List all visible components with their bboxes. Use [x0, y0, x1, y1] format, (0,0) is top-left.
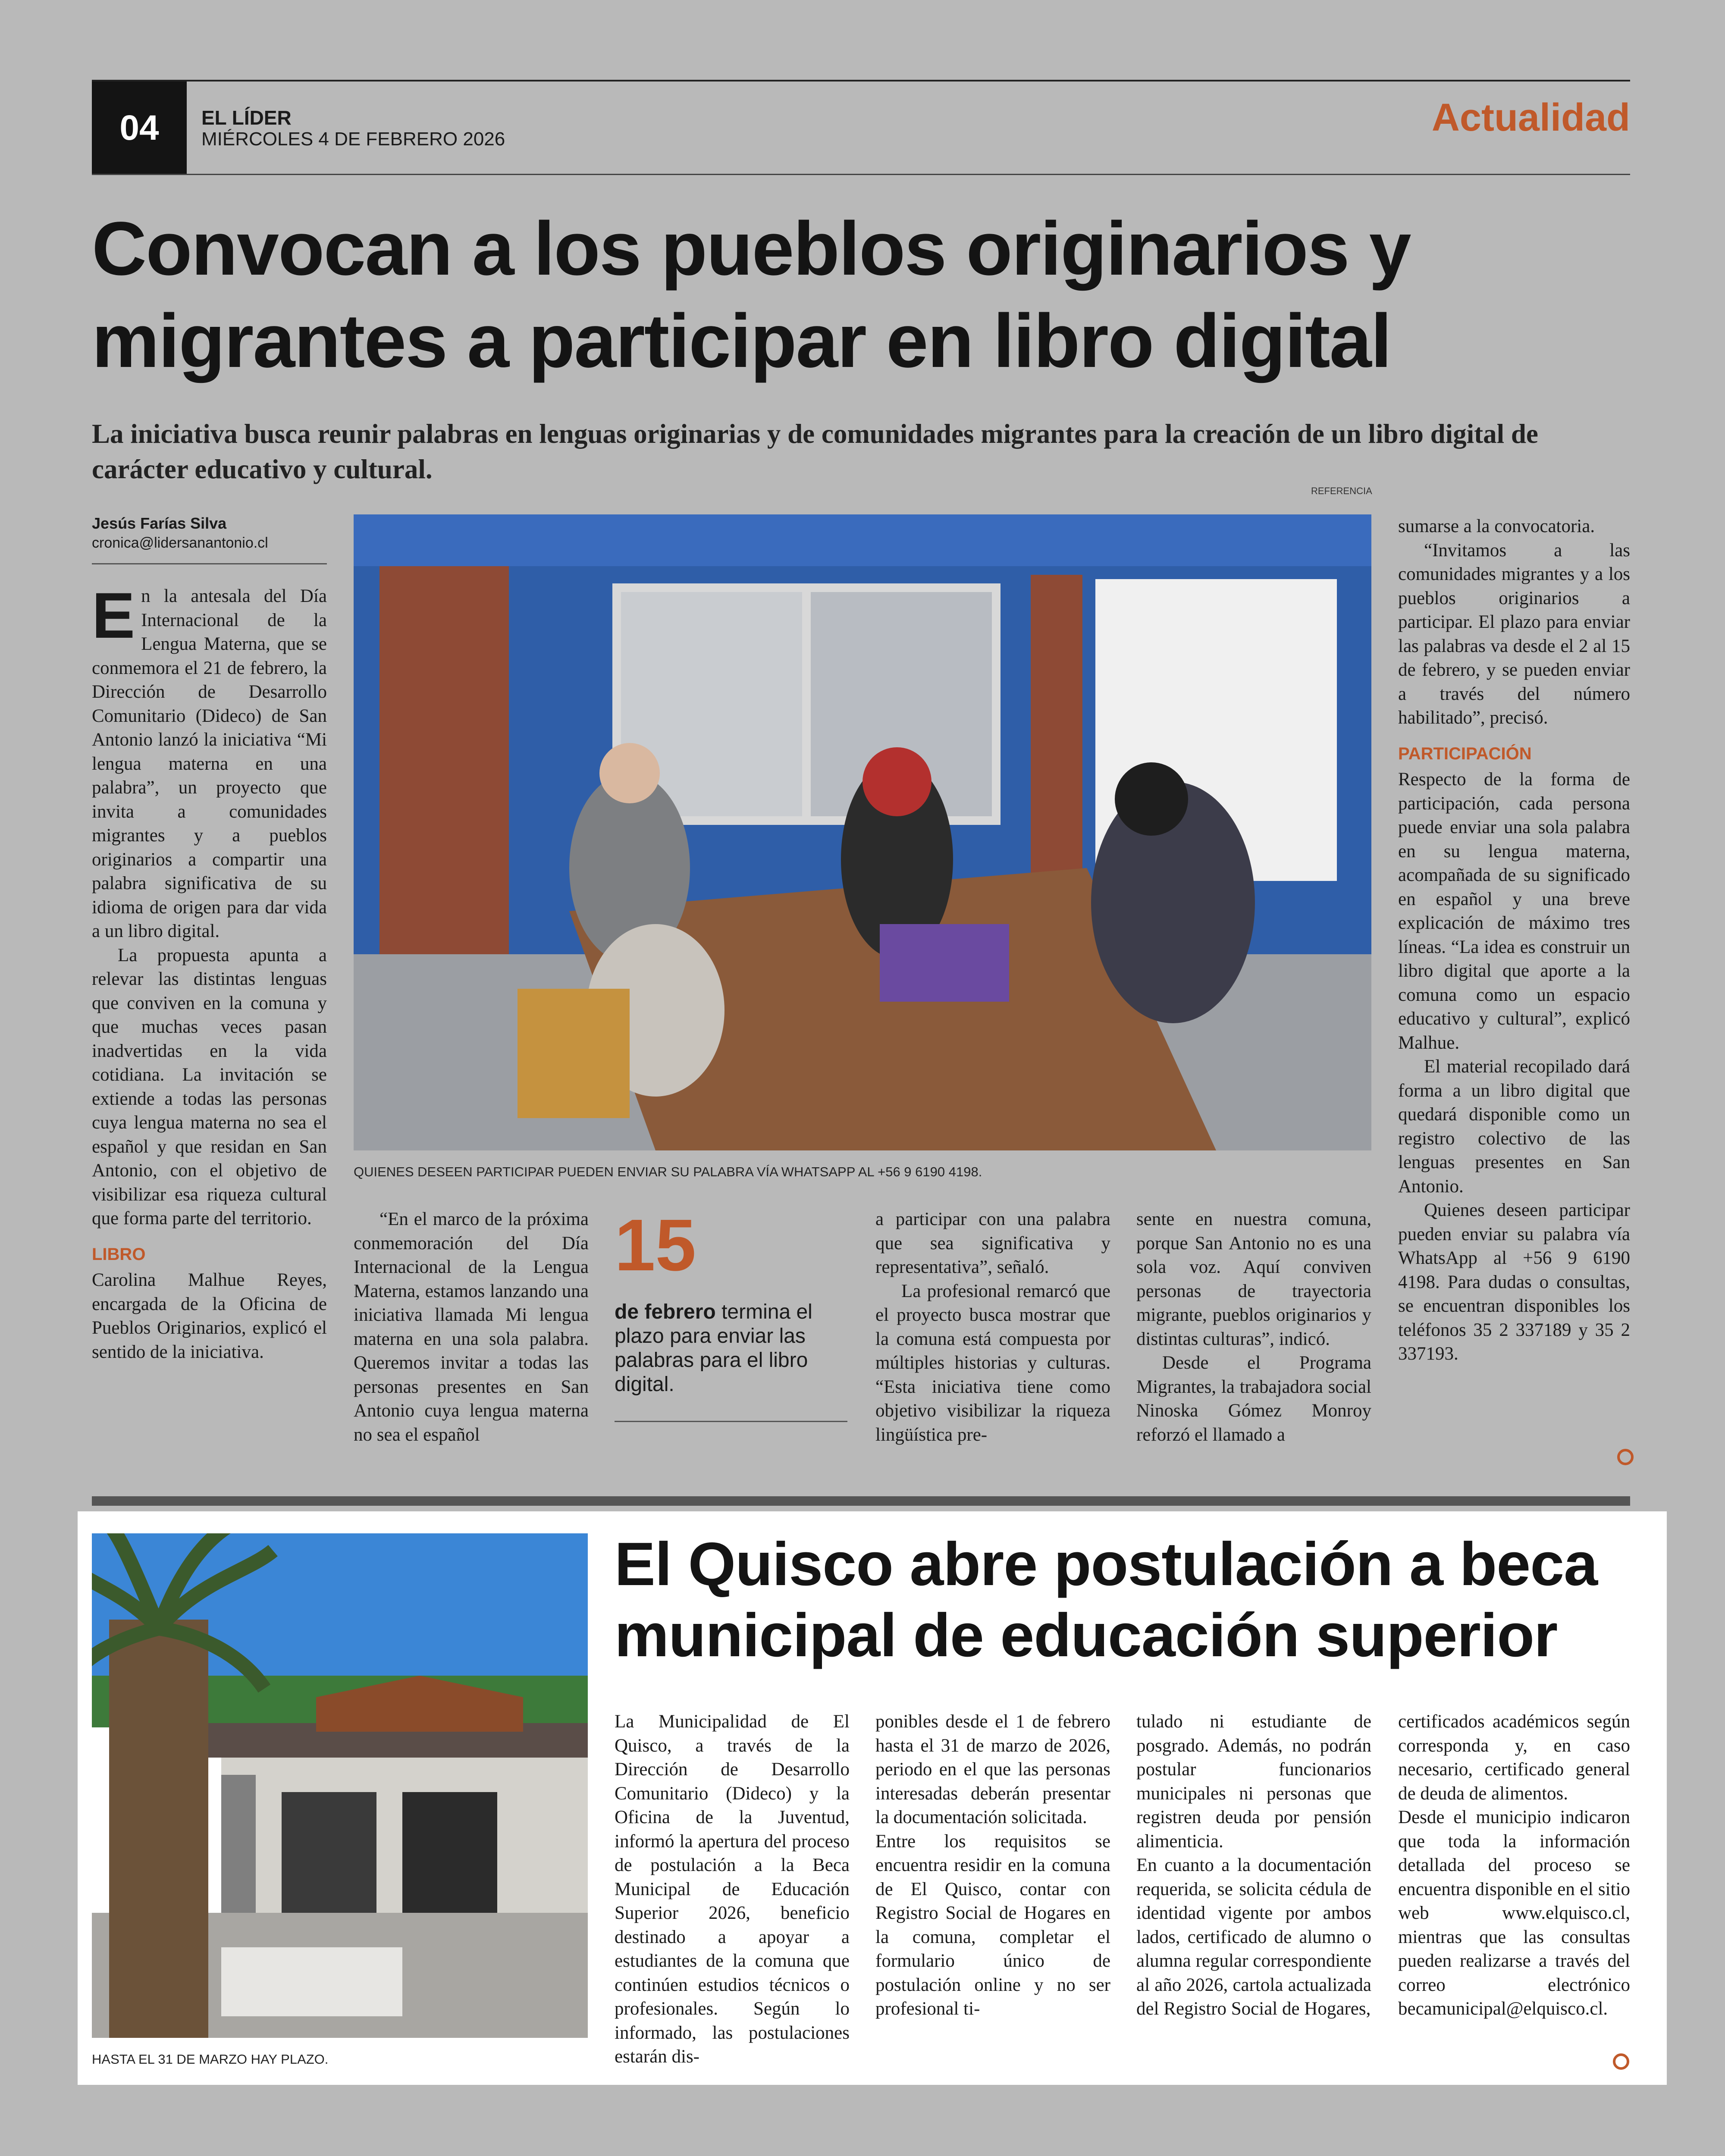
- article-headline: [92, 203, 1644, 387]
- paragraph: En cuanto a la documentación requerida, se solicita cédula de identidad vigente por ambos lados, certificado de alumno o alumna regular correspondiente al año 2026, cartola actualizada del Registro Social de Hogares,: [1136, 1855, 1371, 2019]
- byline-rule: [92, 563, 327, 564]
- paragraph: n la antesala del Día Internacional de la Lengua Materna, que se conmemora el 21 de febrero, la Dirección de Desarrollo Comunitario (Dideco) de San Antonio lanzó la iniciativa “Mi lengua materna en una palabra”, un proyecto que invita a comunidades migrantes y a pueblos originarios a compartir una palabra significativa de su idioma de origen para dar vida a un libro digital.: [92, 586, 327, 941]
- photo-caption-2: HASTA EL 31 DE MARZO HAY PLAZO.: [92, 2052, 329, 2067]
- paragraph: El material recopilado dará forma a un libro digital que quedará disponible como un registro colectivo de las lenguas presentes en San Antonio.: [1398, 1056, 1630, 1197]
- article-column-4: [1136, 1207, 1371, 1447]
- paragraph: “Invitamos a las comunidades migrantes y a los pueblos originarios a participar. El plazo para enviar las palabras va desde el 2 al 15 de febrero, y se pueden enviar a través del número habilitado”, precisó.: [1398, 540, 1630, 728]
- highlight-number: 15: [615, 1204, 696, 1286]
- subheading-libro: LIBRO: [92, 1244, 146, 1264]
- paragraph: ponibles desde el 1 de febrero hasta el 31 de marzo de 2026, periodo en el que las personas interesadas deberán presentar la documentación solicitada.: [875, 1711, 1110, 1827]
- headline-2-line-2: municipal de educación superior: [615, 1601, 1558, 1670]
- paragraph: La Municipalidad de El Quisco, a través de la Dirección de Desarrollo Comunitario (Dideco) y la Oficina de la Juventud, informó la apertura del proceso de postulación a la Beca Municipal de Educación Superior 2026, beneficio destinado a apoyar a estudiantes de la comuna que continúen estudios técnicos o profesionales. Según lo informado, las postulaciones estarán dis-: [615, 1711, 850, 2067]
- article-column-5: [1398, 514, 1630, 1366]
- paragraph: Entre los requisitos se encuentra residir en la comuna de El Quisco, contar con Registro Social de Hogares en la comuna, completar el formulario único de postulación online y no ser profesional ti-: [875, 1831, 1110, 2019]
- paragraph: certificados académicos según corresponda y, en caso necesario, certificado general de deuda de alimentos.: [1398, 1711, 1630, 1804]
- article-2-headline: [615, 1529, 1650, 1671]
- headline-2-line-1: El Quisco abre postulación a beca: [615, 1530, 1598, 1598]
- article-2-column-4: [1398, 1710, 1630, 2021]
- header-rule: [92, 174, 1630, 175]
- end-mark-icon: [1617, 1449, 1634, 1465]
- paragraph: Carolina Malhue Reyes, encargada de la Oficina de Pueblos Originarios, explicó el sentido de la iniciativa.: [92, 1270, 327, 1362]
- paragraph: Desde el municipio indicaron que toda la información detallada del proceso se encuentra disponible en el sitio web www.elquisco.cl, mientras que las consultas pueden realizarse a través del correo electrónico becamunicipal@elquisco.cl.: [1398, 1807, 1630, 2019]
- drop-cap: E: [92, 579, 135, 652]
- paragraph: La profesional remarcó que el proyecto busca mostrar que la comuna está compuesta por múltiples historias y culturas. “Esta iniciativa tiene como objetivo visibilizar la riqueza lingüística pre-: [875, 1281, 1110, 1445]
- photo-caption: QUIENES DESEEN PARTICIPAR PUEDEN ENVIAR SU PALABRA VÍA WHATSAPP AL +56 9 6190 4198.: [354, 1164, 982, 1179]
- section-title: Actualidad: [1431, 96, 1630, 139]
- paragraph: Respecto de la forma de participación, cada persona puede enviar una sola palabra en su lengua materna, acompañada de su significado en español y una breve explicación de máximo tres líneas. “La idea es construir un libro digital que aporte a la comuna como un espacio educativo y cultural”, explicó Malhue.: [1398, 769, 1630, 1053]
- issue-date: MIÉRCOLES 4 DE FEBRERO 2026: [201, 128, 505, 150]
- article-separator: [92, 1496, 1630, 1506]
- paragraph: “En el marco de la próxima conmemoración del Día Internacional de la Lengua Materna, estamos lanzando una iniciativa llamada Mi lengua materna en una sola palabra. Queremos invitar a todas las personas presentes en San Antonio cuya lengua materna no sea el español: [354, 1209, 589, 1445]
- subheading-participacion: PARTICIPACIÓN: [1398, 744, 1532, 763]
- top-rule: [92, 80, 1630, 81]
- article-subtitle: La iniciativa busca reunir palabras en lenguas originarias y de comunidades migrantes para la creación de un libro digital de carácter educativo y cultural.: [92, 419, 1538, 484]
- paragraph: Quienes deseen participar pueden enviar su palabra vía WhatsApp al +56 9 6190 4198. Para dudas o consultas, se encuentran disponibles los teléfonos 35 2 337189 y 35 2 337193.: [1398, 1200, 1630, 1364]
- highlight-bold: de febrero: [615, 1300, 716, 1323]
- headline-line-1: Convocan a los pueblos originarios y: [92, 207, 1411, 291]
- newspaper-name: EL LÍDER: [201, 107, 292, 129]
- highlight-text: [615, 1300, 847, 1397]
- article-column-3: [875, 1207, 1110, 1447]
- article-photo-workshop: [354, 514, 1371, 1150]
- page-number: 04: [92, 81, 187, 175]
- paragraph: Desde el Programa Migrantes, la trabajadora social Ninoska Gómez Monroy reforzó el llamado a: [1136, 1353, 1371, 1445]
- author-email: cronica@lidersanantonio.cl: [92, 535, 268, 551]
- article-2-column-3: [1136, 1710, 1371, 2021]
- paragraph: tulado ni estudiante de posgrado. Además, no podrán postular funcionarios municipales ni personas que registren deuda por pensión alimenticia.: [1136, 1711, 1371, 1852]
- paragraph: sumarse a la convocatoria.: [1398, 516, 1595, 536]
- photo-credit: REFERENCIA: [1311, 486, 1372, 496]
- article-2-column-2: [875, 1710, 1110, 2021]
- highlight-rule: [615, 1421, 847, 1422]
- article-photo-building: [92, 1533, 588, 2038]
- paragraph: sente en nuestra comuna, porque San Antonio no es una sola voz. Aquí conviven personas de trayectoria migrante, pueblos originarios y distintas culturas”, indicó.: [1136, 1209, 1371, 1349]
- paragraph: a participar con una palabra que sea significativa y representativa”, señaló.: [875, 1209, 1110, 1277]
- highlight-rest: termina el plazo para enviar las palabras para el libro digital.: [615, 1300, 812, 1396]
- end-mark-icon: [1613, 2053, 1629, 2070]
- article-column-2: [354, 1207, 589, 1447]
- paragraph: La propuesta apunta a relevar las distintas lenguas que conviven en la comuna y que muchas veces pasan inadvertidas en la vida cotidiana. La invitación se extiende a todas las personas cuya lengua materna no sea el español y que residan en San Antonio, con el objetivo de visibilizar esa riqueza cultural que forma parte del territorio.: [92, 945, 327, 1228]
- article-column-1: [92, 579, 327, 1364]
- author-name: Jesús Farías Silva: [92, 514, 227, 532]
- headline-line-2: migrantes a participar en libro digital: [92, 299, 1391, 383]
- article-2-column-1: [615, 1710, 850, 2069]
